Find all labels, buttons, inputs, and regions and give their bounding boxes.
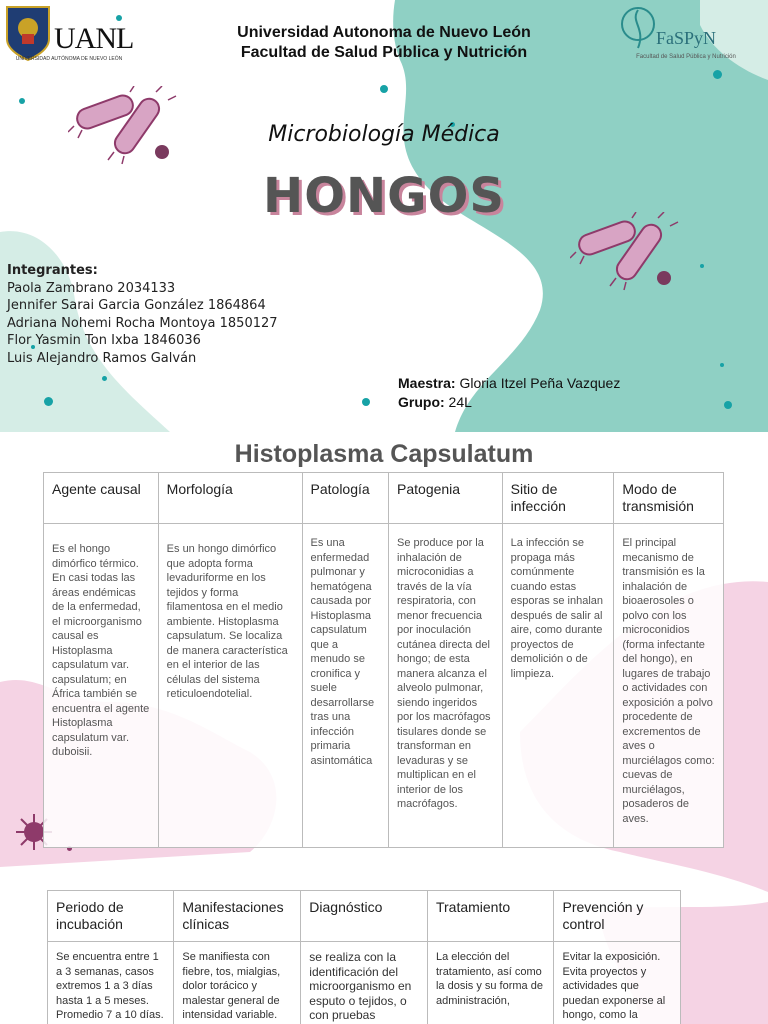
teacher-name: Gloria Itzel Peña Vazquez [459, 375, 621, 391]
bacteria-illustration [570, 212, 680, 292]
cover-page [0, 0, 768, 432]
table-cell: Es un hongo dimórfico que adopta forma levaduriforme en los tejidos y forma filamentosa en el medio ambiente. Histoplasma capsulatum. Se localiza de manera característica en el interior de las células del sistema reticuloendotelial. [158, 524, 302, 848]
table-header: Agente causal [44, 473, 159, 524]
faspyn-logo [612, 4, 760, 62]
member-name: Flor Yasmin Ton Ixba 1846036 [7, 333, 201, 349]
table-cell: Evitar la exposición. Evita proyectos y actividades que puedan exponerse al hongo, como la [554, 942, 681, 1024]
group-label: Grupo: [398, 394, 445, 410]
member-name: Adriana Nohemi Rocha Montoya 1850127 [7, 315, 278, 331]
table-header: Modo de transmisión [614, 473, 724, 524]
members-list [7, 262, 278, 368]
table-cell: Es el hongo dimórfico térmico. En casi todas las áreas endémicas de la enfermedad, el microorganismo causal es Histoplasma capsulatum var. capsulatum; en África también se encuentra el agente Histoplasma capsulatum var. duboisii. [44, 524, 159, 848]
faculty-name: Facultad de Salud Pública y Nutrición [240, 44, 528, 61]
member-name: Luis Alejandro Ramos Galván [7, 350, 197, 366]
group-value: 24L [448, 394, 472, 410]
faspyn-logo-text: FaSPyN [656, 28, 717, 48]
table-header-row [44, 473, 724, 524]
university-name: Universidad Autonoma de Nuevo León [237, 24, 531, 41]
table-cell: El principal mecanismo de transmisión es la inhalación de bioaerosoles o polvo con los microconidios (forma infectante del hongo), en lugares de trabajo o actividades con exposición a polvo procedente de excrementos de aves o murciélagos como: cuevas de murciélagos, posaderos de aves. [614, 524, 724, 848]
table-cell: se realiza con la identificación del microorganismo en esputo o tejidos, o con pruebas [301, 942, 428, 1024]
decor-dot [44, 397, 53, 406]
decor-dot [700, 264, 704, 268]
cover-subtitle: Microbiología Médica [268, 122, 500, 147]
table-cell: Se encuentra entre 1 a 3 semanas, casos extremos 1 a 3 días hasta 1 a 5 meses. Promedio 7 a 10 días. [48, 942, 174, 1024]
teacher-info [398, 374, 620, 412]
uanl-logo-text: UANL [54, 22, 134, 55]
table-cell: La elección del tratamiento, así como la dosis y su forma de administración, [427, 942, 554, 1024]
decor-dot [380, 85, 388, 93]
table-header: Periodo de incubación [48, 891, 174, 942]
table-header: Sitio de infección [502, 473, 614, 524]
member-name: Paola Zambrano 2034133 [7, 280, 176, 296]
table-header-row [48, 891, 681, 942]
table-header: Prevención y control [554, 891, 681, 942]
cover-title: HONGOS [263, 168, 505, 224]
table-header: Manifestaciones clínicas [174, 891, 301, 942]
table-cell: La infección se propaga más comúnmente cuando estas esporas se inhalan después de salir al aire, como durante proyectos de demolición o de limpieza. [502, 524, 614, 848]
decor-dot [102, 376, 107, 381]
uanl-logo-subtext: UNIVERSIDAD AUTÓNOMA DE NUEVO LEÓN [15, 56, 123, 62]
table-header: Patogenia [389, 473, 503, 524]
table-row [44, 524, 724, 848]
table-header: Tratamiento [427, 891, 554, 942]
table-cell: Se produce por la inhalación de microconidias a través de la vía respiratoria, con menor frecuencia por inoculación cutánea directa del hongo; de esta manera alcanza el alveolo pulmonar, siendo ingeridos por los macrófagos tisulares donde se transforman en levaduras y se multiplican en el interior de los macrófagos. [389, 524, 503, 848]
decor-dot [19, 98, 25, 104]
page-title: Histoplasma Capsulatum [234, 440, 534, 468]
teacher-label: Maestra: [398, 375, 456, 391]
table-header: Morfología [158, 473, 302, 524]
faspyn-emblem-icon [618, 4, 658, 54]
decor-dot [362, 398, 370, 406]
info-table-2 [47, 890, 681, 1024]
member-name: Jennifer Sarai Garcia González 1864864 [7, 298, 266, 314]
table-header: Diagnóstico [301, 891, 428, 942]
decor-dot [724, 401, 732, 409]
table-cell: Es una enfermedad pulmonar y hematógena causada por Histoplasma capsulatum que a menudo se cronifica y suele desarrollarse tras una infección primaria asintomática [302, 524, 389, 848]
faspyn-logo-subtext: Facultad de Salud Pública y Nutrición [636, 54, 736, 60]
info-table-1 [43, 472, 724, 848]
table-cell: Se manifiesta con fiebre, tos, mialgias, dolor torácico y malestar general de intensidad variable. [174, 942, 301, 1024]
content-page [0, 432, 768, 1024]
members-label: Integrantes: [7, 263, 98, 278]
table-header: Patología [302, 473, 389, 524]
decor-dot [713, 70, 722, 79]
table-row [48, 942, 681, 1024]
decor-dot [720, 363, 724, 367]
